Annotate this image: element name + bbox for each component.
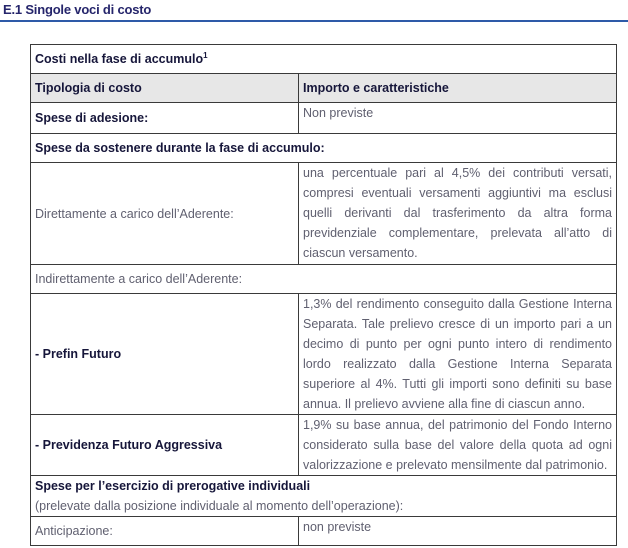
prefin-label: - Prefin Futuro (31, 294, 299, 415)
table-caption (31, 45, 617, 74)
anticipazione-value: non previste (299, 517, 617, 546)
section-title: E.1 Singole voci di costo (3, 2, 152, 17)
diretta-value: una percentuale pari al 4,5% dei contributi versati, compresi eventuali versamenti aggiuntivi ma esclusi quelli derivanti dal trasferimento da altra forma previdenziale complementare, prelevata all’atto di ciascun versamento. (299, 163, 617, 265)
spese-adesione-value: Non previste (299, 103, 617, 134)
previdenza-value: 1,9% su base annua, del patrimonio del Fondo Interno considerato sulla base del valore della quota ad ogni valorizzazione e prelevato mensilmente dal patrimonio. (299, 415, 617, 476)
title-divider (0, 20, 628, 22)
diretta-label: Direttamente a carico dell’Aderente: (31, 163, 299, 265)
indiretta-label: Indirettamente a carico dell’Aderente: (31, 265, 617, 294)
accumulo-header: Spese da sostenere durante la fase di accumulo: (31, 134, 617, 163)
previdenza-label: - Previdenza Futuro Aggressiva (31, 415, 299, 476)
prefin-value: 1,3% del rendimento conseguito dalla Gestione Interna Separata. Tale prelievo cresce di un importo pari a un decimo di punto per ogni punto intero di rendimento lordo realizzato dalla Gestione Interna Separata superiore al 4%. Tutti gli importi sono definiti su base annua. Il prelievo avviene alla fine di ciascun anno. (299, 294, 617, 415)
prerogative-subtitle: (prelevate dalla posizione individuale al momento dell’operazione): (35, 499, 404, 513)
prerogative-title: Spese per l’esercizio di prerogative individuali (35, 479, 311, 493)
col-header-importo: Importo e caratteristiche (299, 74, 617, 103)
anticipazione-label: Anticipazione: (31, 517, 299, 546)
prerogative-header (31, 476, 617, 517)
col-header-tipologia: Tipologia di costo (31, 74, 299, 103)
footnote-marker: 1 (203, 50, 208, 60)
table-caption-text: Costi nella fase di accumulo (35, 52, 204, 66)
cost-table (30, 44, 617, 546)
spese-adesione-label: Spese di adesione: (31, 103, 299, 134)
